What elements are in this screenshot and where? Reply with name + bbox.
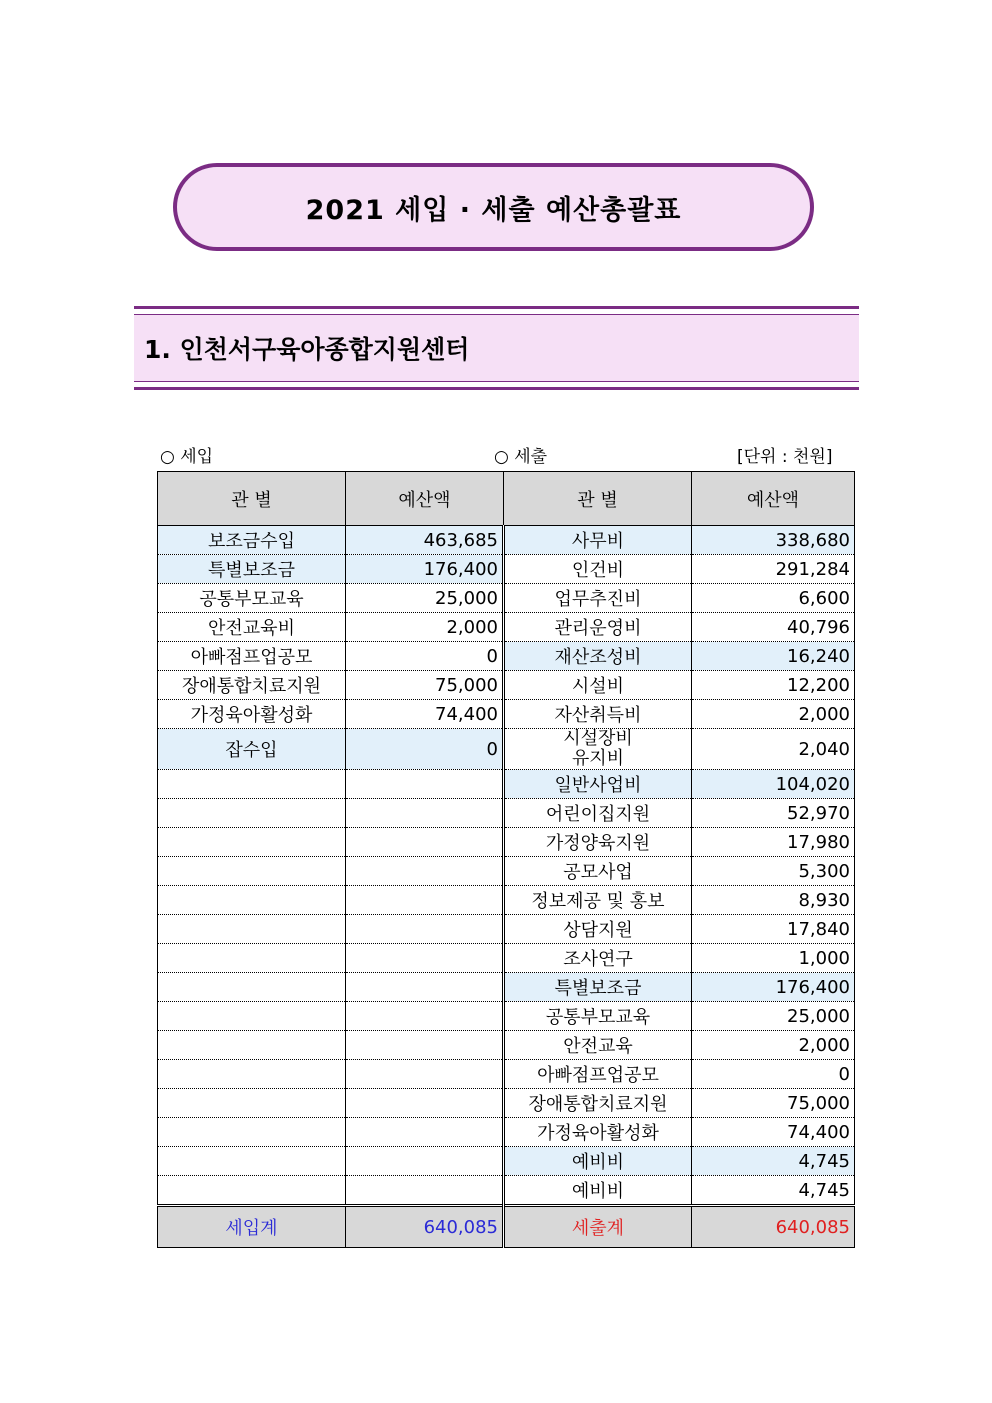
budget-table xyxy=(157,471,855,1248)
expense-category-cell: 특별보조금 xyxy=(504,973,692,1002)
expense-amount-cell: 291,284 xyxy=(692,555,855,584)
expense-amount-cell: 4,745 xyxy=(692,1147,855,1176)
income-category-cell xyxy=(158,1060,346,1089)
table-row xyxy=(158,555,855,584)
income-amount-cell xyxy=(346,886,504,915)
expense-category-cell: 조사연구 xyxy=(504,944,692,973)
income-amount-cell xyxy=(346,1002,504,1031)
income-amount-cell: 74,400 xyxy=(346,700,504,729)
expense-amount-cell: 75,000 xyxy=(692,1089,855,1118)
expense-amount-cell: 16,240 xyxy=(692,642,855,671)
table-row xyxy=(158,857,855,886)
income-amount-cell xyxy=(346,1176,504,1206)
table-row xyxy=(158,944,855,973)
table-row xyxy=(158,671,855,700)
expense-caption: ○ 세출 xyxy=(494,447,548,467)
income-total-label: 세입계 xyxy=(158,1206,346,1248)
table-row xyxy=(158,1060,855,1089)
income-amount-cell: 0 xyxy=(346,729,504,770)
expense-amount-cell: 52,970 xyxy=(692,799,855,828)
expense-category-cell: 정보제공 및 홍보 xyxy=(504,886,692,915)
expense-amount-cell: 104,020 xyxy=(692,770,855,799)
income-amount-cell xyxy=(346,799,504,828)
table-row xyxy=(158,1147,855,1176)
table-row xyxy=(158,642,855,671)
expense-amount-cell: 0 xyxy=(692,1060,855,1089)
expense-category-cell: 공모사업 xyxy=(504,857,692,886)
unit-caption: [단위 : 천원] xyxy=(737,447,833,467)
table-row xyxy=(158,584,855,613)
expense-category-cell: 관리운영비 xyxy=(504,613,692,642)
income-amount-cell: 2,000 xyxy=(346,613,504,642)
table-row xyxy=(158,915,855,944)
table-row xyxy=(158,1089,855,1118)
expense-category-cell: 시설장비 유지비 xyxy=(504,729,692,770)
income-amount-header: 예산액 xyxy=(346,472,504,526)
income-category-cell xyxy=(158,1176,346,1206)
income-category-cell xyxy=(158,886,346,915)
income-category-cell xyxy=(158,799,346,828)
income-category-cell: 보조금수입 xyxy=(158,526,346,555)
table-row xyxy=(158,613,855,642)
income-category-cell xyxy=(158,1031,346,1060)
income-amount-cell xyxy=(346,828,504,857)
income-category-cell xyxy=(158,770,346,799)
table-row xyxy=(158,828,855,857)
income-category-cell: 특별보조금 xyxy=(158,555,346,584)
income-category-cell xyxy=(158,944,346,973)
income-amount-cell: 0 xyxy=(346,642,504,671)
income-category-cell: 아빠점프업공모 xyxy=(158,642,346,671)
table-row xyxy=(158,799,855,828)
income-category-cell xyxy=(158,1089,346,1118)
expense-category-cell: 사무비 xyxy=(504,526,692,555)
income-category-cell xyxy=(158,1002,346,1031)
income-amount-cell: 25,000 xyxy=(346,584,504,613)
income-amount-cell: 176,400 xyxy=(346,555,504,584)
expense-amount-cell: 25,000 xyxy=(692,1002,855,1031)
expense-amount-cell: 12,200 xyxy=(692,671,855,700)
income-amount-cell xyxy=(346,1060,504,1089)
expense-amount-cell: 2,000 xyxy=(692,1031,855,1060)
income-amount-cell xyxy=(346,915,504,944)
expense-category-cell: 아빠점프업공모 xyxy=(504,1060,692,1089)
expense-category-cell: 장애통합치료지원 xyxy=(504,1089,692,1118)
expense-amount-cell: 5,300 xyxy=(692,857,855,886)
income-category-cell xyxy=(158,857,346,886)
expense-category-cell: 상담지원 xyxy=(504,915,692,944)
expense-amount-cell: 2,000 xyxy=(692,700,855,729)
expense-category-cell: 공통부모교육 xyxy=(504,1002,692,1031)
income-amount-cell xyxy=(346,973,504,1002)
income-category-cell: 안전교육비 xyxy=(158,613,346,642)
expense-category-cell: 일반사업비 xyxy=(504,770,692,799)
expense-amount-cell: 6,600 xyxy=(692,584,855,613)
income-category-cell xyxy=(158,1147,346,1176)
income-amount-cell xyxy=(346,944,504,973)
expense-amount-cell: 17,980 xyxy=(692,828,855,857)
table-row xyxy=(158,526,855,555)
income-category-header: 관 별 xyxy=(158,472,346,526)
expense-category-cell: 업무추진비 xyxy=(504,584,692,613)
income-amount-cell: 75,000 xyxy=(346,671,504,700)
income-category-cell: 공통부모교육 xyxy=(158,584,346,613)
expense-amount-cell: 176,400 xyxy=(692,973,855,1002)
expense-amount-cell: 40,796 xyxy=(692,613,855,642)
expense-category-cell: 시설비 xyxy=(504,671,692,700)
income-category-cell xyxy=(158,915,346,944)
expense-category-header: 관 별 xyxy=(504,472,692,526)
expense-total-label: 세출계 xyxy=(504,1206,692,1248)
income-category-cell: 장애통합치료지원 xyxy=(158,671,346,700)
total-row xyxy=(158,1206,855,1248)
expense-category-cell: 자산취득비 xyxy=(504,700,692,729)
income-category-cell xyxy=(158,828,346,857)
table-row xyxy=(158,886,855,915)
header-row xyxy=(158,472,855,526)
expense-amount-cell: 2,040 xyxy=(692,729,855,770)
expense-category-cell: 어린이집지원 xyxy=(504,799,692,828)
income-amount-cell xyxy=(346,1031,504,1060)
income-amount-cell xyxy=(346,1118,504,1147)
title-box xyxy=(173,163,814,251)
expense-category-cell: 안전교육 xyxy=(504,1031,692,1060)
table-row xyxy=(158,1118,855,1147)
expense-category-cell: 재산조성비 xyxy=(504,642,692,671)
expense-category-cell: 예비비 xyxy=(504,1176,692,1206)
income-amount-cell xyxy=(346,1147,504,1176)
section-title: 1. 인천서구육아종합지원센터 xyxy=(144,335,470,364)
income-amount-cell: 463,685 xyxy=(346,526,504,555)
expense-category-cell: 가정육아활성화 xyxy=(504,1118,692,1147)
income-category-cell: 가정육아활성화 xyxy=(158,700,346,729)
expense-amount-cell: 4,745 xyxy=(692,1176,855,1206)
income-amount-cell xyxy=(346,857,504,886)
table-row xyxy=(158,1002,855,1031)
expense-category-cell: 예비비 xyxy=(504,1147,692,1176)
table-row xyxy=(158,770,855,799)
expense-category-cell: 가정양육지원 xyxy=(504,828,692,857)
expense-category-cell: 인건비 xyxy=(504,555,692,584)
income-amount-cell xyxy=(346,770,504,799)
expense-total-amount: 640,085 xyxy=(692,1206,855,1248)
table-row xyxy=(158,973,855,1002)
income-total-amount: 640,085 xyxy=(346,1206,504,1248)
expense-amount-header: 예산액 xyxy=(692,472,855,526)
expense-amount-cell: 338,680 xyxy=(692,526,855,555)
income-caption: ○ 세입 xyxy=(160,447,214,467)
income-amount-cell xyxy=(346,1089,504,1118)
table-row xyxy=(158,1176,855,1206)
income-category-cell xyxy=(158,1118,346,1147)
section-band xyxy=(134,314,859,382)
page-title: 2021 세입 · 세출 예산총괄표 xyxy=(305,194,682,226)
table-row xyxy=(158,700,855,729)
expense-amount-cell: 1,000 xyxy=(692,944,855,973)
table-row xyxy=(158,729,855,770)
section-header xyxy=(134,306,859,390)
income-category-cell xyxy=(158,973,346,1002)
income-category-cell: 잡수입 xyxy=(158,729,346,770)
expense-amount-cell: 74,400 xyxy=(692,1118,855,1147)
expense-amount-cell: 8,930 xyxy=(692,886,855,915)
table-row xyxy=(158,1031,855,1060)
expense-amount-cell: 17,840 xyxy=(692,915,855,944)
